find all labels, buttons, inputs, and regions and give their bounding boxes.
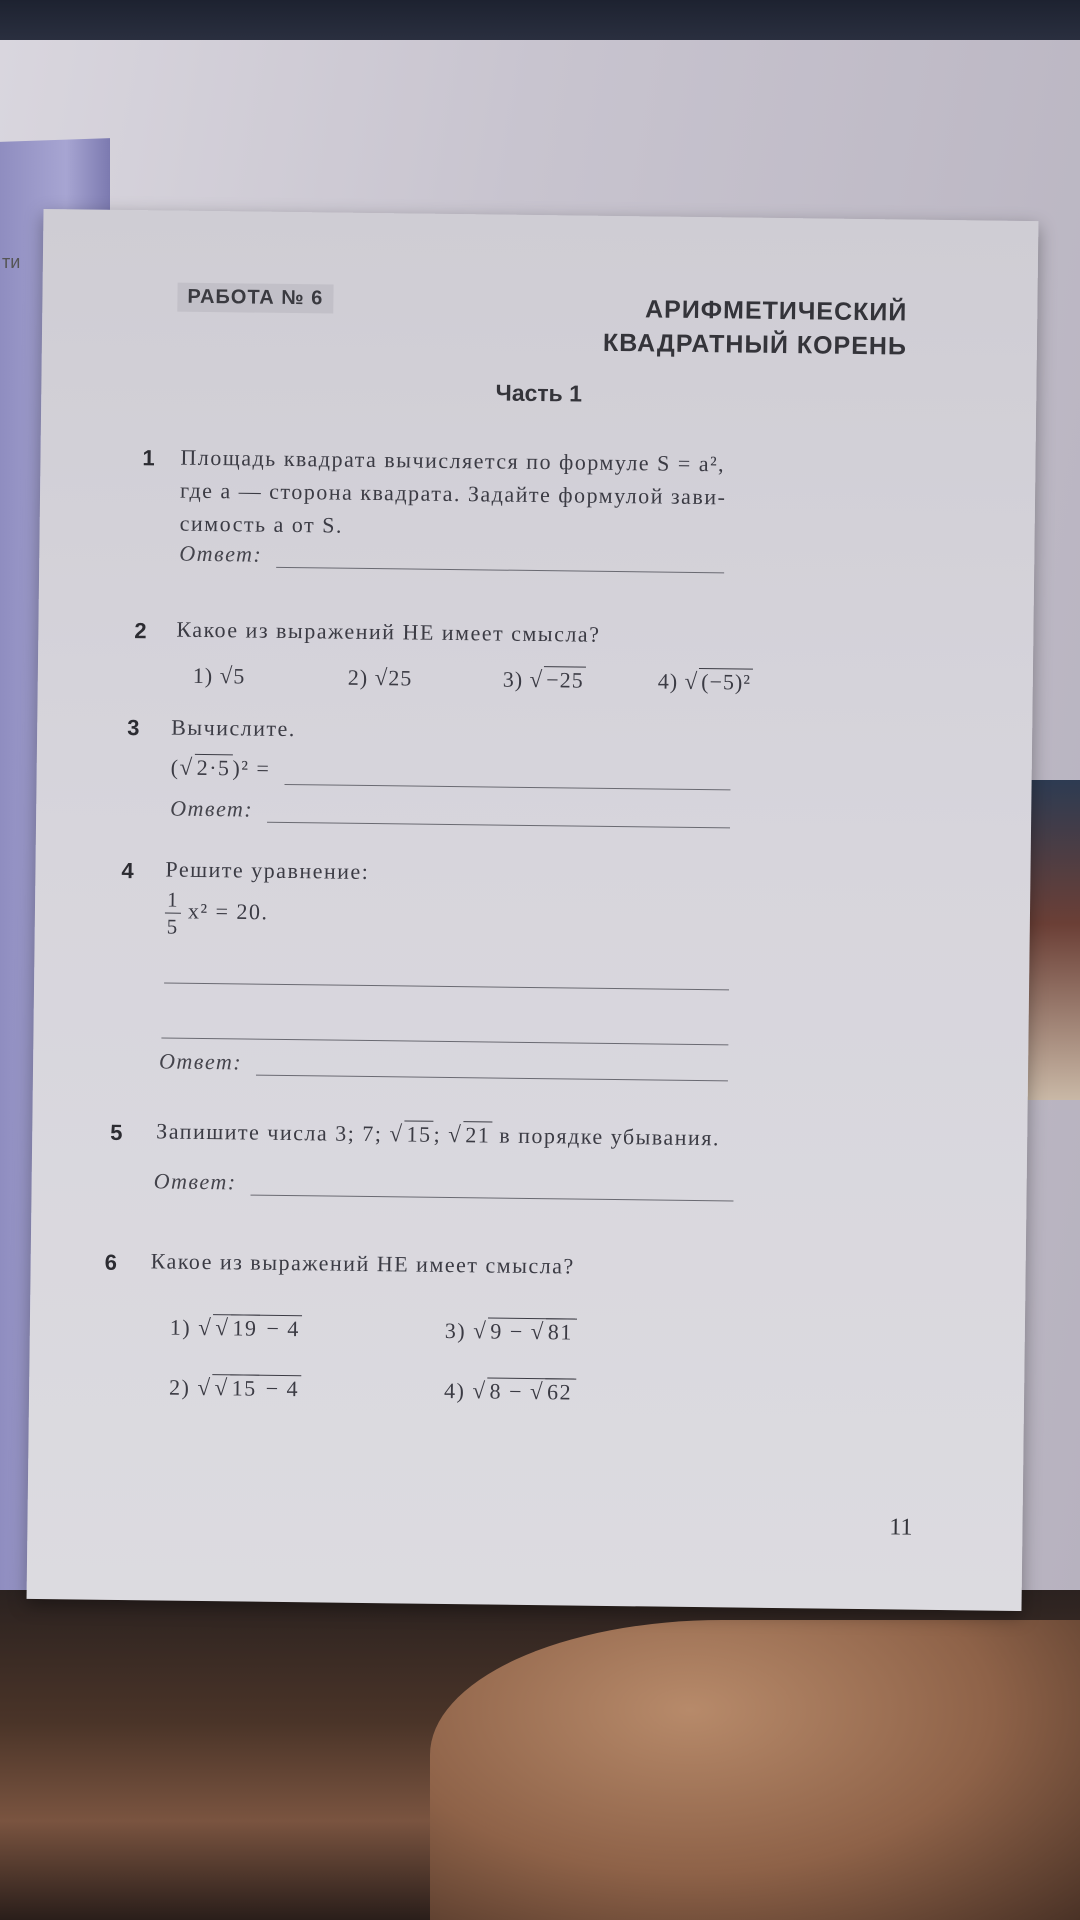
question-2-options <box>193 663 813 697</box>
question-4-answer <box>159 1048 728 1081</box>
question-6-option-2: 2) √ √ 15 − 4 <box>169 1371 301 1406</box>
answer-label: Ответ: <box>153 1168 237 1195</box>
question-2-option-2: 2) √25 <box>347 664 413 691</box>
background-knee <box>430 1620 1080 1920</box>
answer-label: Ответ: <box>170 795 254 822</box>
question-1-line3: симость a от S. <box>179 510 344 538</box>
workbook-page <box>27 209 1039 1611</box>
question-1-text <box>179 441 900 549</box>
answer-line[interactable] <box>251 1171 734 1202</box>
question-1-number: 1 <box>142 445 155 471</box>
question-5-number: 5 <box>110 1119 123 1146</box>
question-1-answer <box>179 541 724 574</box>
question-2-option-3: 3) √ −25 <box>503 667 658 695</box>
topic-title-line2: КВАДРАТНЫЙ КОРЕНЬ <box>602 328 908 361</box>
topic-title-line1: АРИФМЕТИЧЕСКИЙ <box>644 295 908 327</box>
question-6-option-4: 4) √ 8 − √ 62 <box>444 1374 576 1409</box>
question-6-option-3: 3) √ 9 − √ 81 <box>445 1314 577 1349</box>
question-6-text: Какое из выражений НЕ имеет смысла? <box>150 1248 575 1279</box>
question-3-expression: (√ 2·5)² = <box>171 751 731 791</box>
question-4-number: 4 <box>121 857 134 884</box>
question-3-text: Вычислите. <box>171 714 297 742</box>
question-5-text: Запишите числа 3; 7; √ 15; √ 21 в порядке убывания. <box>156 1118 721 1151</box>
answer-label: Ответ: <box>158 1048 243 1075</box>
answer-line[interactable] <box>267 798 730 829</box>
work-line-2[interactable] <box>161 1013 728 1045</box>
part-title: Часть 1 <box>495 379 583 407</box>
question-2-option-1: 1) √5 <box>192 662 246 689</box>
work-number-label: РАБОТА № 6 <box>177 283 333 314</box>
work-line-1[interactable] <box>164 959 729 991</box>
answer-line[interactable] <box>276 543 724 573</box>
work-line[interactable] <box>284 760 731 790</box>
question-2-text: Какое из выражений НЕ имеет смысла? <box>176 616 601 647</box>
topic-title <box>603 292 908 364</box>
question-4-text: Решите уравнение: <box>165 856 370 885</box>
question-6-number: 6 <box>104 1249 118 1275</box>
answer-line[interactable] <box>256 1051 728 1082</box>
question-1-line2: где a — сторона квадрата. Задайте формулой зави- <box>179 477 727 510</box>
fraction: $\frac{1}{5}$ <box>165 887 182 940</box>
question-3-answer <box>170 796 730 829</box>
page-number: 11 <box>889 1514 913 1541</box>
question-2-option-4: 4) √ (−5)² <box>658 669 813 697</box>
question-1-line1: Площадь квадрата вычисляется по формуле S = a², <box>180 444 726 477</box>
answer-label: Ответ: <box>179 540 263 567</box>
question-4-equation: $\frac{1}{5}$ x² = 20. <box>165 887 269 941</box>
question-5-answer <box>153 1168 733 1201</box>
underlying-book-text: ти <box>2 252 21 272</box>
question-2-number: 2 <box>134 618 147 644</box>
question-3-number: 3 <box>127 715 140 741</box>
question-6-option-1: 1) √ √ 19 − 4 <box>170 1311 302 1346</box>
